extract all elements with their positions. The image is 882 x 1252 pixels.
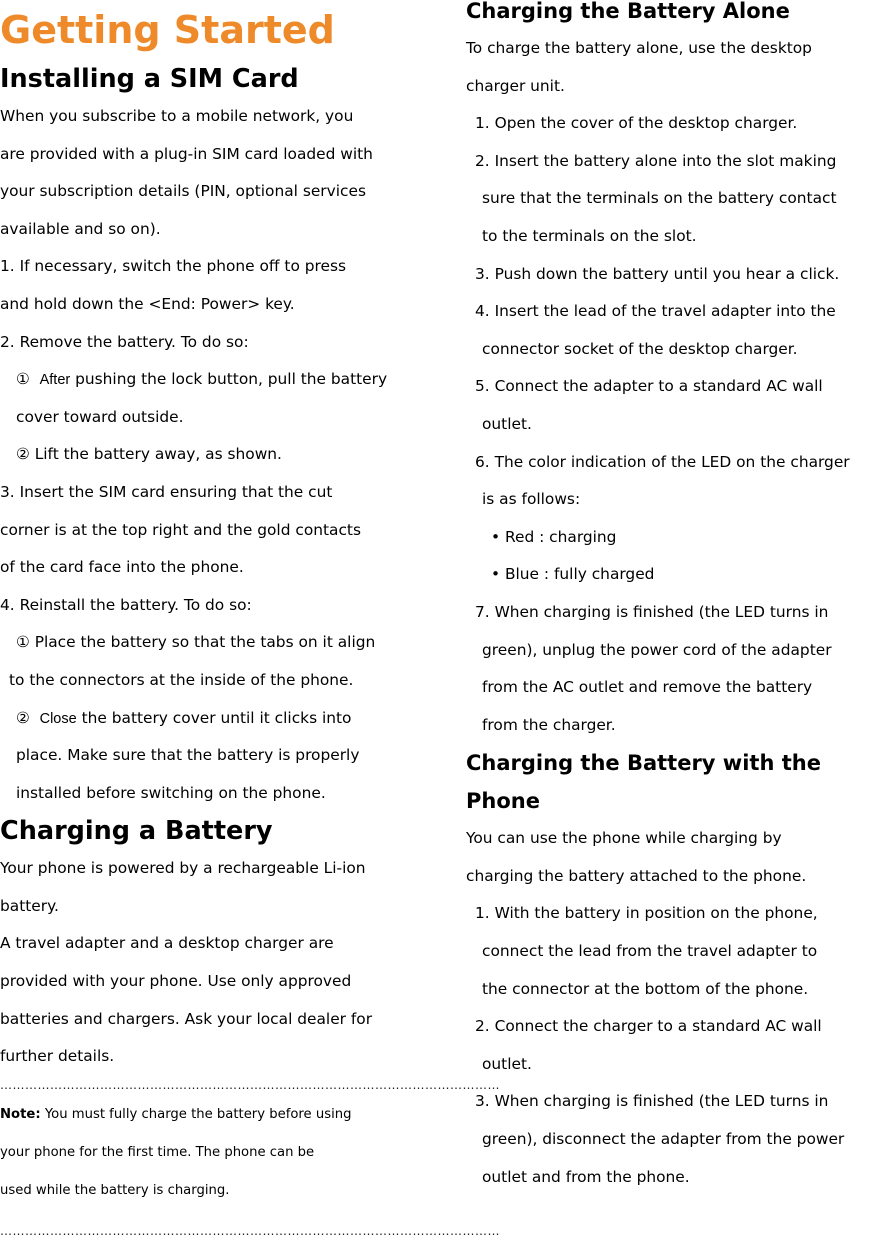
step-line: sure that the terminals on the battery contact xyxy=(482,189,837,208)
step-line: 7. When charging is finished (the LED turns in xyxy=(475,602,829,621)
right-column xyxy=(466,0,882,1196)
sim-line: 4. Reinstall the battery. To do so: xyxy=(0,595,252,614)
with-phone-heading: Charging the Battery with the xyxy=(466,751,821,776)
charging-line: battery. xyxy=(0,896,59,915)
alone-steps xyxy=(466,105,882,744)
step-line: • Blue : fully charged xyxy=(491,565,655,584)
step-line: from the charger. xyxy=(482,715,616,734)
sim-line: 1. If necessary, switch the phone off to press xyxy=(0,257,347,276)
step-line: 1. With the battery in position on the phone, xyxy=(475,904,818,923)
sim-line: 3. Insert the SIM card ensuring that the cut xyxy=(0,482,333,501)
step-line: 2. Insert the battery alone into the slot making xyxy=(475,151,837,170)
note-line: used while the battery is charging. xyxy=(0,1182,230,1198)
sim-step-4b-cont: installed before switching on the phone. xyxy=(16,783,326,802)
sim-line: 2. Remove the battery. To do so: xyxy=(0,332,249,351)
step-text: pushing the lock button, pull the battery xyxy=(75,370,388,389)
with-phone-heading: Phone xyxy=(466,789,540,814)
sim-line: and hold down the <End: Power> key. xyxy=(0,294,295,313)
note-line: your phone for the first time. The phone can be xyxy=(0,1144,315,1160)
sim-line: your subscription details (PIN, optional services xyxy=(0,182,366,201)
sim-step-4a: ① Place the battery so that the tabs on it align xyxy=(16,633,376,652)
step-line: 1. Open the cover of the desktop charger. xyxy=(475,114,798,133)
charging-line: further details. xyxy=(0,1047,115,1066)
note-label: Note: xyxy=(0,1106,41,1122)
alone-intro: charger unit. xyxy=(466,76,565,95)
sim-heading: Installing a SIM Card xyxy=(0,64,299,94)
step-marker: ② xyxy=(16,708,30,727)
charging-line: Your phone is powered by a rechargeable Li-ion xyxy=(0,859,366,878)
charging-line: provided with your phone. Use only approved xyxy=(0,972,352,991)
sim-line: When you subscribe to a mobile network, you xyxy=(0,107,354,125)
charging-line: A travel adapter and a desktop charger are xyxy=(0,934,334,953)
step-line: 3. When charging is finished (the LED turns in xyxy=(475,1092,829,1111)
step-line: 6. The color indication of the LED on the charger xyxy=(475,452,850,471)
dotted-rule: ………………………………………………………………………………………………………… xyxy=(0,1077,500,1092)
step-line: green), disconnect the adapter from the power xyxy=(482,1130,845,1149)
dotted-rule: ………………………………………………………………………………………………………… xyxy=(0,1223,500,1238)
step-line: 3. Push down the battery until you hear a click. xyxy=(475,264,840,283)
with-phone-intro: You can use the phone while charging by xyxy=(466,829,782,848)
sim-step-4b-cont: place. Make sure that the battery is properly xyxy=(16,746,360,765)
step-line: • Red : charging xyxy=(491,527,617,546)
step-line: 2. Connect the charger to a standard AC wall xyxy=(475,1017,822,1036)
step-line: is as follows: xyxy=(482,490,581,509)
step-line: green), unplug the power cord of the adapter xyxy=(482,640,832,659)
alone-heading: Charging the Battery Alone xyxy=(466,0,790,23)
charging-heading: Charging a Battery xyxy=(0,816,273,847)
charging-line: batteries and chargers. Ask your local dealer for xyxy=(0,1009,373,1028)
step-line: outlet. xyxy=(482,1054,532,1073)
step-line: 5. Connect the adapter to a standard AC wall xyxy=(475,377,823,396)
step-text: the battery cover until it clicks into xyxy=(81,708,352,727)
step-lead-word: After xyxy=(39,372,71,389)
page-title: Getting Started xyxy=(0,8,335,52)
sim-line: of the card face into the phone. xyxy=(0,558,244,577)
sim-step-2a-cont: cover toward outside. xyxy=(16,407,184,426)
step-line: connect the lead from the travel adapter to xyxy=(482,942,818,961)
note-line xyxy=(0,1096,425,1134)
note-text: You must fully charge the battery before using xyxy=(44,1106,352,1122)
sim-step-4b xyxy=(0,700,425,738)
sim-step-4a-cont: to the connectors at the inside of the phone. xyxy=(9,670,354,689)
sim-step-2a xyxy=(0,361,425,399)
step-line: outlet and from the phone. xyxy=(482,1167,690,1186)
step-line: from the AC outlet and remove the battery xyxy=(482,678,813,697)
sim-line: are provided with a plug-in SIM card loaded with xyxy=(0,144,373,163)
sim-step-2b: ② Lift the battery away, as shown. xyxy=(16,445,282,464)
step-line: connector socket of the desktop charger. xyxy=(482,339,798,358)
step-marker: ① xyxy=(16,370,30,389)
step-line: outlet. xyxy=(482,414,532,433)
alone-intro: To charge the battery alone, use the desktop xyxy=(466,39,812,57)
with-phone-steps xyxy=(466,895,882,1196)
with-phone-intro: charging the battery attached to the phone. xyxy=(466,866,807,885)
step-line: the connector at the bottom of the phone. xyxy=(482,979,809,998)
step-line: 4. Insert the lead of the travel adapter into the xyxy=(475,302,836,321)
step-line: to the terminals on the slot. xyxy=(482,226,697,245)
sim-line: available and so on). xyxy=(0,219,161,238)
step-lead-word: Close xyxy=(39,710,77,727)
sim-line: corner is at the top right and the gold contacts xyxy=(0,520,361,539)
